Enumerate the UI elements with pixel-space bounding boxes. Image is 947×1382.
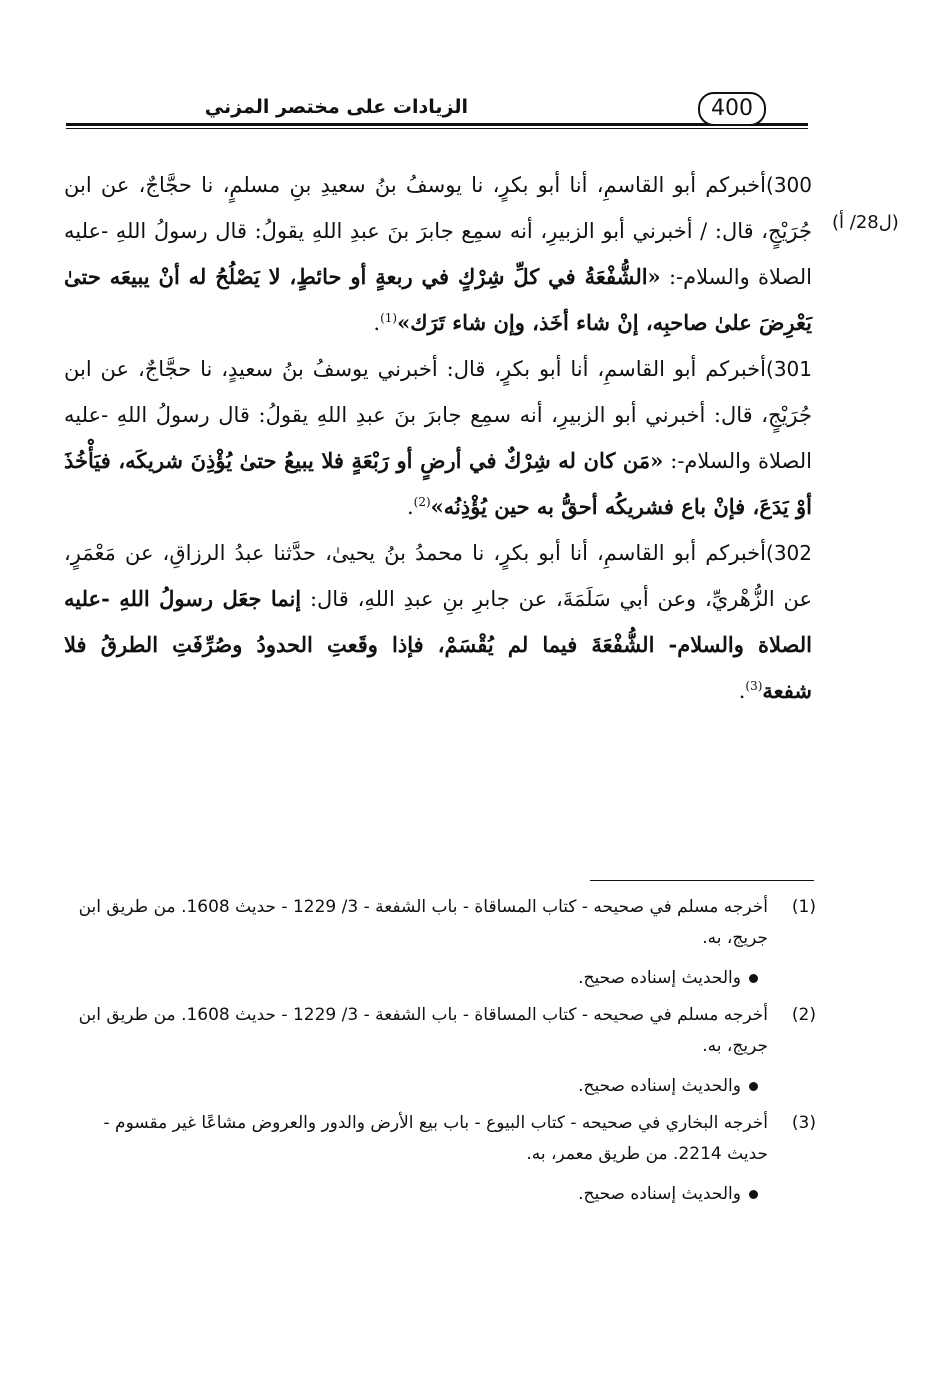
- header-rule: [66, 123, 808, 126]
- footnote-2-grading: [72, 1071, 816, 1102]
- main-text: [64, 162, 812, 714]
- footnote-1-grading: [72, 963, 816, 994]
- hadith-isnad: أخبركم أبو القاسمِ، أنا أبو بكرٍ، قال: أخبرني يوسفُ بنُ سعيدٍ، نا حجَّاجٌ، عن ابن جُرَيْجٍ، قال: أخبرني أبو الزبيرِ، أنه سمِع جابرَ بنَ عبدِ اللهِ يقولُ: قال رسولُ اللهِ -عليه الصلاة والسلام-:: [64, 357, 812, 473]
- hadith-number: 301): [766, 357, 812, 381]
- hadith-matn: «الشُّفْعَةُ في كلِّ شِرْكٍ في ربعةٍ أو حائطٍ، لا يَصْلُحُ له أنْ يبيعَه حتىٰ يَعْرِضَ علىٰ صاحبِه، إنْ شاء أخَذ، وإن شاء تَرَك»: [64, 264, 812, 335]
- footnote-ref: (1): [380, 311, 398, 325]
- grading-text: والحديث إسناده صحيح.: [578, 1076, 741, 1096]
- hadith-matn: إنما جعَل رسولُ اللهِ -عليه الصلاة والسلام- الشُّفْعَةَ فيما لم يُقْسَمْ، فإذا وقَعتِ الحدودُ وصُرِّفَتِ الطرقُ فلا شفعة: [64, 586, 812, 703]
- bullet-icon: [749, 1082, 758, 1091]
- grading-text: والحديث إسناده صحيح.: [578, 968, 741, 988]
- footnote-text: أخرجه البخاري في صحيحه - كتاب البيوع - باب بيع الأرض والدور والعروض مشاعًا غير مقسوم - حديث 2214. من طريق معمر، به.: [103, 1113, 768, 1164]
- footnote-text: أخرجه مسلم في صحيحه - كتاب المساقاة - باب الشفعة - 3/ 1229 - حديث 1608. من طريق ابن جريج، به.: [78, 1005, 768, 1056]
- footnote-number: (1): [791, 897, 816, 917]
- margin-manuscript-note: (ل28/ أ): [832, 212, 899, 233]
- footnote-number: (3): [791, 1113, 816, 1133]
- page-header: [66, 96, 808, 130]
- footnote-separator: [590, 880, 814, 881]
- footnote-3: [72, 1108, 816, 1170]
- hadith-300: 300)أخبركم أبو القاسمِ، أنا أبو بكرٍ، نا يوسفُ بنُ سعيدِ بنِ مسلمٍ، نا حجَّاجٌ، عن ابن جُرَيْجٍ، قال: / أخبرني أبو الزبيرِ، أنه سمِع جابرَ بنَ عبدِ اللهِ يقولُ: قال رسولُ اللهِ -عليه الصلاة والسلام-: «الشُّفْعَةُ في كلِّ شِرْكٍ في ربعةٍ أو حائطٍ، لا يَصْلُحُ له أنْ يبيعَه حتىٰ يَعْرِضَ علىٰ صاحبِه، إنْ شاء أخَذ، وإن شاء تَرَك»$^{(1)}$.: [64, 173, 812, 335]
- footnote-number: (2): [791, 1005, 816, 1025]
- footnote-1: [72, 892, 816, 954]
- footnote-3-grading: [72, 1179, 816, 1210]
- hadith-number: 302): [766, 541, 812, 565]
- hadith-301: 301)أخبركم أبو القاسمِ، أنا أبو بكرٍ، قال: أخبرني يوسفُ بنُ سعيدٍ، نا حجَّاجٌ، عن ابن جُرَيْجٍ، قال: أخبرني أبو الزبيرِ، أنه سمِع جابرَ بنَ عبدِ اللهِ يقولُ: قال رسولُ اللهِ -عليه الصلاة والسلام-: «مَن كان له شِرْكٌ في أرضٍ أو رَبْعَةٍ فلا يبيعُ حتىٰ يُؤْذِنَ شريكَه، فيَأْخُذَ أوْ يَدَعَ، فإنْ باع فشريكُه أحقُّ به حين يُؤْذِنُه»$^{(2)}$.: [64, 357, 812, 519]
- hadith-isnad: أخبركم أبو القاسمِ، أنا أبو بكرٍ، نا محمدُ بنُ يحيىٰ، حدَّثنا عبدُ الرزاقِ، عن مَعْمَرٍ، عن الزُّهْريِّ، وعن أبي سَلَمَةَ، عن جابرِ بنِ عبدِ اللهِ، قال:: [64, 541, 813, 611]
- hadith-number: 300): [766, 173, 812, 197]
- hadith-isnad: أخبركم أبو القاسمِ، أنا أبو بكرٍ، نا يوسفُ بنُ سعيدِ بنِ مسلمٍ، نا حجَّاجٌ، عن ابن جُرَيْجٍ، قال: / أخبرني أبو الزبيرِ، أنه سمِع جابرَ بنَ عبدِ اللهِ يقولُ: قال رسولُ اللهِ -عليه الصلاة والسلام-:: [64, 173, 812, 289]
- header-rule-thin: [66, 128, 808, 129]
- footnote-ref: (3): [745, 679, 763, 693]
- footnote-text: أخرجه مسلم في صحيحه - كتاب المساقاة - باب الشفعة - 3/ 1229 - حديث 1608. من طريق ابن جريج، به.: [78, 897, 768, 948]
- footnote-2: [72, 1000, 816, 1062]
- page-number: 400: [698, 92, 766, 126]
- running-title: الزيادات على مختصر المزني: [199, 96, 474, 118]
- footnotes: [72, 892, 816, 1216]
- footnote-ref: (2): [413, 495, 431, 509]
- bullet-icon: [749, 974, 758, 983]
- bullet-icon: [749, 1190, 758, 1199]
- hadith-matn: «مَن كان له شِرْكٌ في أرضٍ أو رَبْعَةٍ فلا يبيعُ حتىٰ يُؤْذِنَ شريكَه، فيَأْخُذَ أوْ يَدَعَ، فإنْ باع فشريكُه أحقُّ به حين يُؤْذِنُه»: [64, 448, 812, 519]
- hadith-302: 302)أخبركم أبو القاسمِ، أنا أبو بكرٍ، نا محمدُ بنُ يحيىٰ، حدَّثنا عبدُ الرزاقِ، عن مَعْمَرٍ، عن الزُّهْريِّ، وعن أبي سَلَمَةَ، عن جابرِ بنِ عبدِ اللهِ، قال: إنما جعَل رسولُ اللهِ -عليه الصلاة والسلام- الشُّفْعَةَ فيما لم يُقْسَمْ، فإذا وقَعتِ الحدودُ وصُرِّفَتِ الطرقُ فلا شفعة$^{(3)}$.: [64, 541, 813, 703]
- grading-text: والحديث إسناده صحيح.: [578, 1184, 741, 1204]
